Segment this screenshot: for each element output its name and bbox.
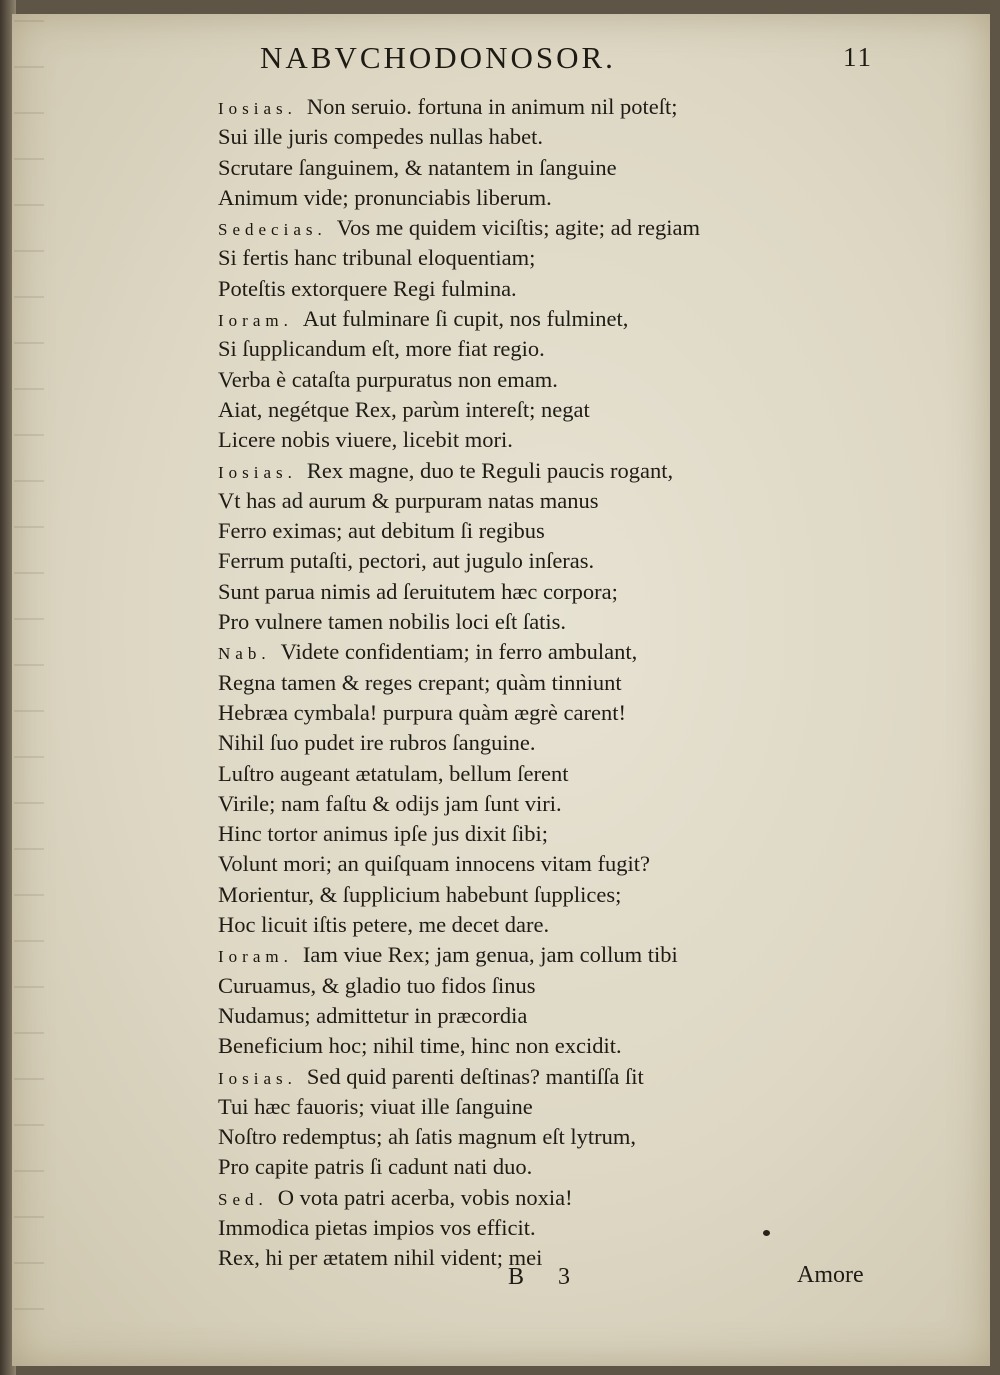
line-text: Immodica pietas impios vos efficit.: [218, 1214, 536, 1240]
verse-text: [218, 92, 918, 1274]
line-text: Si ſupplicandum eſt, more fiat regio.: [218, 336, 545, 362]
verse-line: [218, 880, 918, 910]
line-text: Scrutare ſanguinem, & natantem in ſanguine: [218, 154, 617, 180]
line-text: Noſtro redemptus; ah ſatis magnum eſt lytrum,: [218, 1124, 637, 1150]
verse-line: [218, 1031, 918, 1061]
line-text: Sed quid parenti deſtinas? mantiſſa ſit: [306, 1063, 644, 1089]
verse-line: [218, 213, 918, 243]
verse-line: [218, 1001, 918, 1031]
verse-line: [218, 759, 918, 789]
line-text: Si fertis hanc tribunal eloquentiam;: [218, 245, 536, 271]
verse-line: [218, 516, 918, 546]
line-text: O vota patri acerba, vobis noxia!: [277, 1184, 573, 1210]
verse-line: [218, 274, 918, 304]
verse-line: [218, 849, 918, 879]
line-text: Ferro eximas; aut debitum ſi regibus: [218, 518, 545, 544]
verse-line: [218, 940, 918, 970]
line-text: Volunt mori; an quiſquam innocens vitam fugit?: [218, 851, 651, 877]
line-text: Poteſtis extorquere Regi fulmina.: [218, 275, 517, 301]
line-text: Hinc tortor animus ipſe jus dixit ſibi;: [218, 821, 548, 847]
verse-line: [218, 365, 918, 395]
verse-line: [218, 1183, 918, 1213]
line-text: Ferrum putaſti, pectori, aut jugulo inſeras.: [218, 548, 595, 574]
line-text: Iam viue Rex; jam genua, jam collum tibi: [302, 942, 678, 968]
line-text: Tui hæc fauoris; viuat ille ſanguine: [218, 1093, 533, 1119]
line-text: Vos me quidem viciſtis; agite; ad regiam: [336, 215, 700, 241]
verse-line: [218, 577, 918, 607]
verse-line: [218, 334, 918, 364]
line-text: Rex magne, duo te Reguli paucis rogant,: [306, 457, 674, 483]
line-text: Virile; nam faſtu & odijs jam ſunt viri.: [218, 790, 562, 816]
line-text: Aiat, negétque Rex, parùm intereſt; negat: [218, 396, 590, 422]
page-number: 11: [843, 42, 873, 72]
line-text: Morientur, & ſupplicium habebunt ſupplices;: [218, 881, 622, 907]
line-text: Verba è cataſta purpuratus non emam.: [218, 366, 558, 392]
speaker-name: Iosias.: [218, 99, 297, 118]
line-text: Non seruio. fortuna in animum nil poteſt;: [306, 94, 678, 119]
line-text: Licere nobis viuere, licebit mori.: [218, 427, 513, 453]
verse-line: [218, 546, 918, 576]
line-text: Animum vide; pronunciabis liberum.: [218, 184, 552, 210]
verse-line: [218, 668, 918, 698]
verse-line: [218, 1152, 918, 1182]
verse-line: [218, 456, 918, 486]
verse-line: [218, 910, 918, 940]
line-text: Vt has ad aurum & purpuram natas manus: [218, 487, 599, 513]
speaker-name: Ioram.: [218, 311, 293, 331]
line-text: Sui ille juris compedes nullas habet.: [218, 124, 543, 150]
line-text: Pro vulnere tamen nobilis loci eſt ſatis.: [218, 609, 567, 635]
line-text: Nihil ſuo pudet ire rubros ſanguine.: [218, 730, 536, 756]
verse-line: [218, 607, 918, 637]
verse-line: [218, 1092, 918, 1122]
line-text: Aut fulminare ſi cupit, nos fulminet,: [302, 306, 629, 332]
line-text: Curuamus, & gladio tuo fidos ſinus: [218, 972, 536, 998]
verse-line: [218, 243, 918, 273]
verse-line: [218, 486, 918, 516]
verse-line: [218, 728, 918, 758]
speaker-name: Ioram.: [218, 947, 293, 967]
speaker-name: Nab.: [218, 644, 271, 664]
line-text: Beneficium hoc; nihil time, hinc non excidit.: [218, 1033, 622, 1059]
verse-line: [218, 789, 918, 819]
verse-line: [218, 304, 918, 334]
line-text: Pro capite patris ſi cadunt nati duo.: [218, 1154, 533, 1180]
verse-line: [218, 122, 918, 152]
line-text: Sunt parua nimis ad ſeruitutem hæc corpora;: [218, 578, 618, 604]
line-text: Videte confidentiam; in ferro ambulant,: [280, 639, 638, 665]
verse-line: [218, 92, 918, 122]
line-text: Hoc licuit iſtis petere, me decet dare.: [218, 912, 550, 938]
verse-line: [218, 819, 918, 849]
ink-spot: [763, 1230, 770, 1236]
line-text: Luſtro augeant ætatulam, bellum ſerent: [218, 760, 569, 786]
verse-line: [218, 425, 918, 455]
verse-line: [218, 1062, 918, 1092]
verse-line: [218, 1122, 918, 1152]
speaker-name: Iosias.: [218, 462, 297, 482]
verse-line: [218, 153, 918, 183]
verse-line: [218, 395, 918, 425]
line-text: Rex, hi per ætatem nihil vident; mei: [218, 1245, 543, 1271]
page-edge-shadow: [14, 20, 44, 1350]
verse-line: [218, 183, 918, 213]
line-text: Regna tamen & reges crepant; quàm tinniunt: [218, 669, 622, 695]
speaker-name: Iosias.: [218, 1068, 297, 1088]
verse-line: [218, 637, 918, 667]
signature-mark: B 3: [508, 1264, 585, 1290]
verse-line: [218, 1213, 918, 1243]
verse-line: [218, 971, 918, 1001]
line-text: Hebræa cymbala! purpura quàm ægrè carent!: [218, 699, 626, 725]
running-head: NABVCHODONOSOR.: [260, 40, 616, 75]
speaker-name: Sed.: [218, 1189, 268, 1209]
line-text: Nudamus; admittetur in præcordia: [218, 1002, 528, 1028]
catchword: Amore: [797, 1262, 864, 1288]
verse-line: [218, 698, 918, 728]
speaker-name: Sedecias.: [218, 220, 327, 240]
